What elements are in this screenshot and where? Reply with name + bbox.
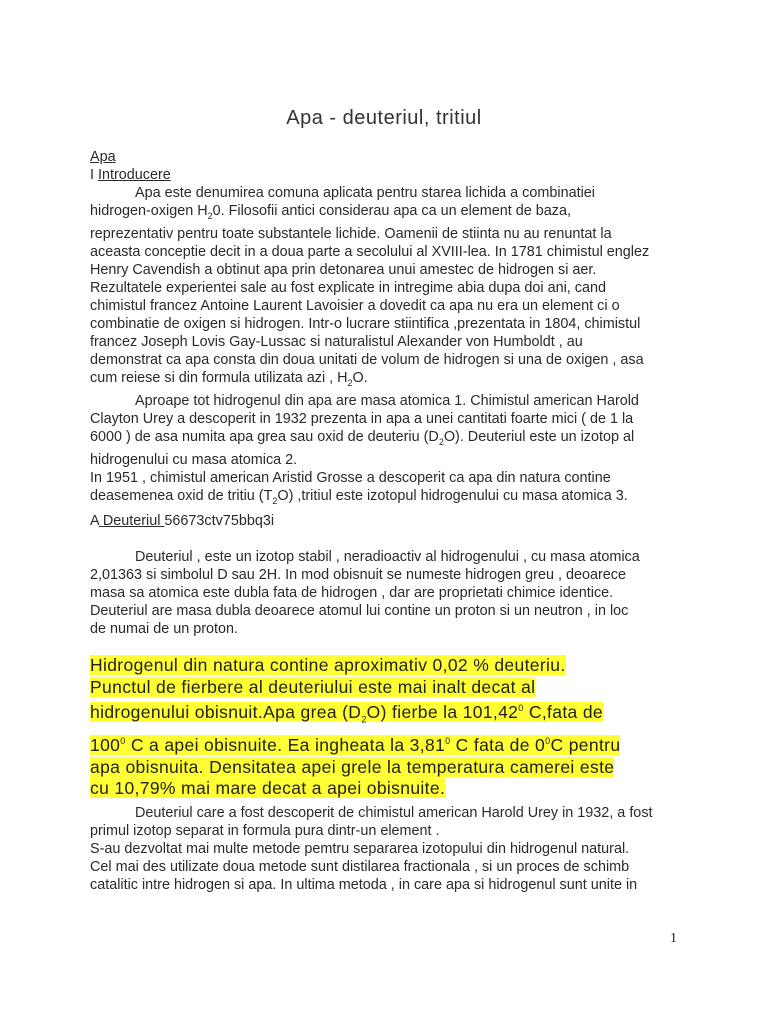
heading-apa: Apa: [90, 149, 116, 165]
text-line: hidrogen-oxigen $H_20$. Filosofii antici considerau apa ca un element de baza,: [90, 203, 572, 221]
text-line: Apa este denumirea comuna aplicata pentru starea lichida a combinatiei: [135, 185, 595, 201]
paragraph-1: [90, 184, 680, 392]
text-line: chimistul francez Antoine Laurent Lavoisier a dovedit ca apa nu era un element ci o: [90, 297, 620, 314]
document-title: Apa - deuteriul, tritiul: [286, 107, 482, 129]
text-line: francez Joseph Lovis Gay-Lussac si naturalistul Alexander von Humboldt , au: [90, 333, 583, 350]
text-line: In 1951 , chimistul american Aristid Grosse a descoperit ca apa din natura contine: [90, 469, 611, 486]
text-line: reprezentativ pentru toate substantele lichide. Oamenii de stiinta nu au renuntat la: [90, 225, 612, 242]
text-line: Clayton Urey a descoperit in 1932 prezenta in apa a unei cantitati foarte mici ( de 1 la: [90, 410, 634, 427]
text-line: de numai de un proton.: [90, 621, 239, 637]
paragraph-3: [90, 469, 680, 510]
text-line: primul izotop separat in formula pura dintr-un element .: [90, 823, 440, 839]
text-line: catalitic intre hidrogen si apa. In ultima metoda , in care apa si hidrogenul sunt unite in: [90, 877, 638, 893]
text-line: S-au dezvoltat mai multe metode pemtru separarea izotopului din hidrogenul natural.: [90, 841, 630, 857]
highlight-line: Punctul de fierbere al deuteriului este mai inalt decat al: [90, 676, 536, 697]
highlight-line: cu 10,79% mai mare decat a apei obisnuite.: [90, 778, 446, 799]
highlight-line: Hidrogenul din natura contine aproximativ 0,02 % deuteriu.: [90, 655, 566, 675]
highlight-line: $100^0$ C a apei obisnuite. Ea ingheata la 3,81$^0$ C fata de $0^0C$ pentru: [90, 734, 621, 755]
text-line: Deuteriul , este un izotop stabil , neradioactiv al hidrogenului , cu masa atomica: [135, 549, 640, 565]
text-line: deasemenea oxid de tritiu $(T_2O)$ ,tritiul este izotopul hidrogenului cu masa atomica 3.: [90, 487, 628, 506]
heading-introducere: I Introducere: [90, 167, 171, 183]
text-line: Aproape tot hidrogenul din apa are masa atomica 1. Chimistul american Harold: [135, 392, 639, 409]
text-line: Cel mai des utilizate doua metode sunt distilarea fractionala , si un proces de schimb: [90, 859, 630, 875]
intro-section: [90, 148, 680, 510]
text-line: Rezultatele experientei sale au fost explicate in intregime abia dupa doi ani, cand: [90, 279, 606, 296]
paragraph-2: [90, 392, 680, 469]
highlight-line: apa obisnuita. Densitatea apei grele la temperatura camerei este: [90, 756, 615, 777]
text-line: hidrogenului cu masa atomica 2.: [90, 451, 298, 468]
text-line: demonstrat ca apa consta din doua unitati de volum de hidrogen si una de oxigen , asa: [90, 351, 644, 368]
text-line: Deuteriul care a fost descoperit de chimistul american Harold Urey in 1932, a fost: [135, 805, 653, 821]
highlight-line: hidrogenului obisnuit.Apa grea $(D_2O)$ fierbe la 101,42$^0$ C,fata de: [90, 702, 604, 725]
page-number: 1: [670, 931, 677, 946]
text-line: combinatie de oxigen si hidrogen. Intr-o lucrare stiintifica ,prezentata in 1804, chimistul: [90, 315, 641, 332]
highlighted-paragraph: [90, 655, 670, 800]
heading-deuteriul: A Deuteriul 56673ctv75bbq3i: [90, 513, 275, 529]
text-line: aceasta conceptie decit in a doua parte a secolului al XVIII-lea. In 1781 chimistul englez: [90, 243, 650, 260]
paragraph-4: [90, 548, 680, 638]
text-line: 2,01363 si simbolul D sau 2H. In mod obisnuit se numeste hidrogen greu , deoarece: [90, 567, 626, 583]
text-line: Henry Cavendish a obtinut apa prin detonarea unui amestec de hidrogen si aer.: [90, 261, 597, 278]
text-line: 6000 ) de asa numita apa grea sau oxid de deuteriu $(D_2O)$. Deuteriul este un izotop al: [90, 428, 635, 447]
text-line: cum reiese si din formula utilizata azi , $H_2O$.: [90, 369, 368, 388]
text-line: masa sa atomica este dubla fata de hidrogen , dar are proprietati chimice identice.: [90, 585, 614, 601]
text-line: Deuteriul are masa dubla deoarece atomul lui contine un proton si un neutron , in loc: [90, 603, 629, 619]
paragraph-5: [90, 804, 680, 894]
